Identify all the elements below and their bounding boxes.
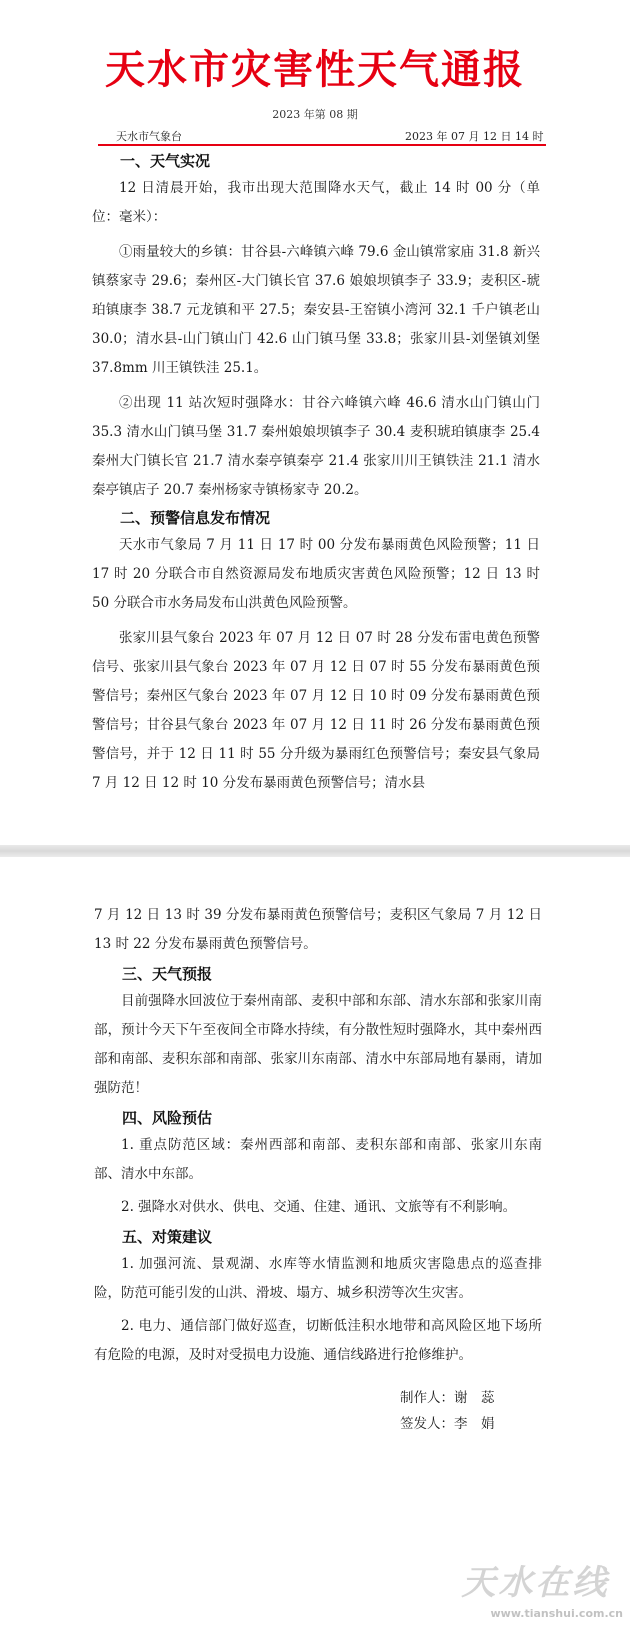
paragraph: 12 日清晨开始，我市出现大范围降水天气，截止 14 时 00 分（单位：毫米）： [92, 180, 540, 225]
signer-signature: 签发人：李 娟 [400, 1416, 495, 1432]
paragraph-forecast: 目前强降水回波位于秦州南部、麦积中部和东部、清水东部和张家川南部，预计今天下午至夜间全市降水持续，有分散性短时强降水，其中秦州西部和南部、麦积东部和南部、张家川东南部、清水中东部局地有暴雨，请加强防范！ [94, 993, 542, 1096]
section-continuation [94, 901, 542, 1370]
page-separator [0, 845, 630, 857]
issuer-name: 天水市气象台 [116, 130, 182, 143]
watermark-logo-text: 天水在线 [461, 1563, 610, 1603]
site-watermark [448, 1555, 623, 1625]
document-title: 天水市灾害性天气通报 [105, 47, 525, 93]
paragraph-heavy-rain-towns: ①雨量较大的乡镇：甘谷县-六峰镇六峰 79.6 金山镇常家庙 31.8 新兴镇蔡家寺 29.6；秦州区-大门镇长官 37.6 娘娘坝镇李子 33.9；麦积区-琥珀镇康李 38.7 元龙镇和平 27.5；秦安县-王窑镇小湾河 32.1 千户镇老山 30.0；清水县-山门镇山门 42.6 山门镇马堡 33.8；张家川县-刘堡镇刘堡 37.8mm 川王镇铁洼 25.1。 [92, 244, 540, 376]
section-heading: 三、天气预报 [122, 965, 213, 983]
paragraph-suggestion-1: 1. 加强河流、景观湖、水库等水情监测和地质灾害隐患点的巡查排险，防范可能引发的山洪、滑坡、塌方、城乡积涝等次生灾害。 [94, 1256, 542, 1301]
paragraph-continued: 7 月 12 日 13 时 39 分发布暴雨黄色预警信号；麦积区气象局 7 月 12 日 13 时 22 分发布暴雨黄色预警信号。 [94, 907, 542, 952]
red-header-rule [98, 144, 546, 146]
paragraph-short-intense-rain: ②出现 11 站次短时强降水：甘谷六峰镇六峰 46.6 清水山门镇山门 35.3 清水山门镇马堡 31.7 秦州娘娘坝镇李子 30.4 麦积琥珀镇康李 25.4 秦州大门镇长官 21.7 清水秦亭镇秦亭 21.4 张家川川王镇铁洼 21.1 清水秦亭镇店子 20.7 秦州杨家寺镇杨家寺 20.2。 [92, 395, 540, 498]
watermark-url: www.tianshui.com.cn [490, 1607, 623, 1620]
section-heading: 二、预警信息发布情况 [120, 509, 271, 527]
paragraph-risk-area: 1. 重点防范区域：秦州西部和南部、麦积东部和南部、张家川东南部、清水中东部。 [94, 1137, 542, 1182]
section-weather-observations [92, 150, 540, 798]
paragraph-risk-impact: 2. 强降水对供水、供电、交通、住建、通讯、文旅等有不利影响。 [121, 1199, 517, 1215]
section-heading: 四、风险预估 [122, 1109, 213, 1127]
section-heading: 一、天气实况 [120, 152, 211, 170]
paragraph-city-warnings: 天水市气象局 7 月 11 日 17 时 00 分发布暴雨黄色风险预警；11 日 17 时 20 分联合市自然资源局发布地质灾害黄色风险预警；12 日 13 时 50 分联合市水务局发布山洪黄色风险预警。 [92, 537, 540, 611]
section-heading: 五、对策建议 [122, 1228, 213, 1246]
paragraph-suggestion-2: 2. 电力、通信部门做好巡查，切断低洼积水地带和高风险区地下场所有危险的电源，及时对受损电力设施、通信线路进行抢修维护。 [94, 1318, 542, 1363]
issue-number: 2023 年第 08 期 [272, 108, 358, 121]
maker-signature: 制作人：谢 蕊 [400, 1390, 495, 1406]
document-page-2 [0, 857, 630, 1632]
paragraph-county-warnings: 张家川县气象台 2023 年 07 月 12 日 07 时 28 分发布雷电黄色预警信号、张家川县气象台 2023 年 07 月 12 日 07 时 55 分发布暴雨黄色预警信号；秦州区气象台 2023 年 07 月 12 日 10 时 09 分发布暴雨黄色预警信号；甘谷县气象台 2023 年 07 月 12 日 11 时 26 分发布暴雨黄色预警信号，并于 12 日 11 时 55 分升级为暴雨红色预警信号；秦安县气象局 7 月 12 日 12 时 10 分发布暴雨黄色预警信号；清水县 [92, 630, 540, 791]
issue-datetime: 2023 年 07 月 12 日 14 时 [405, 130, 544, 143]
